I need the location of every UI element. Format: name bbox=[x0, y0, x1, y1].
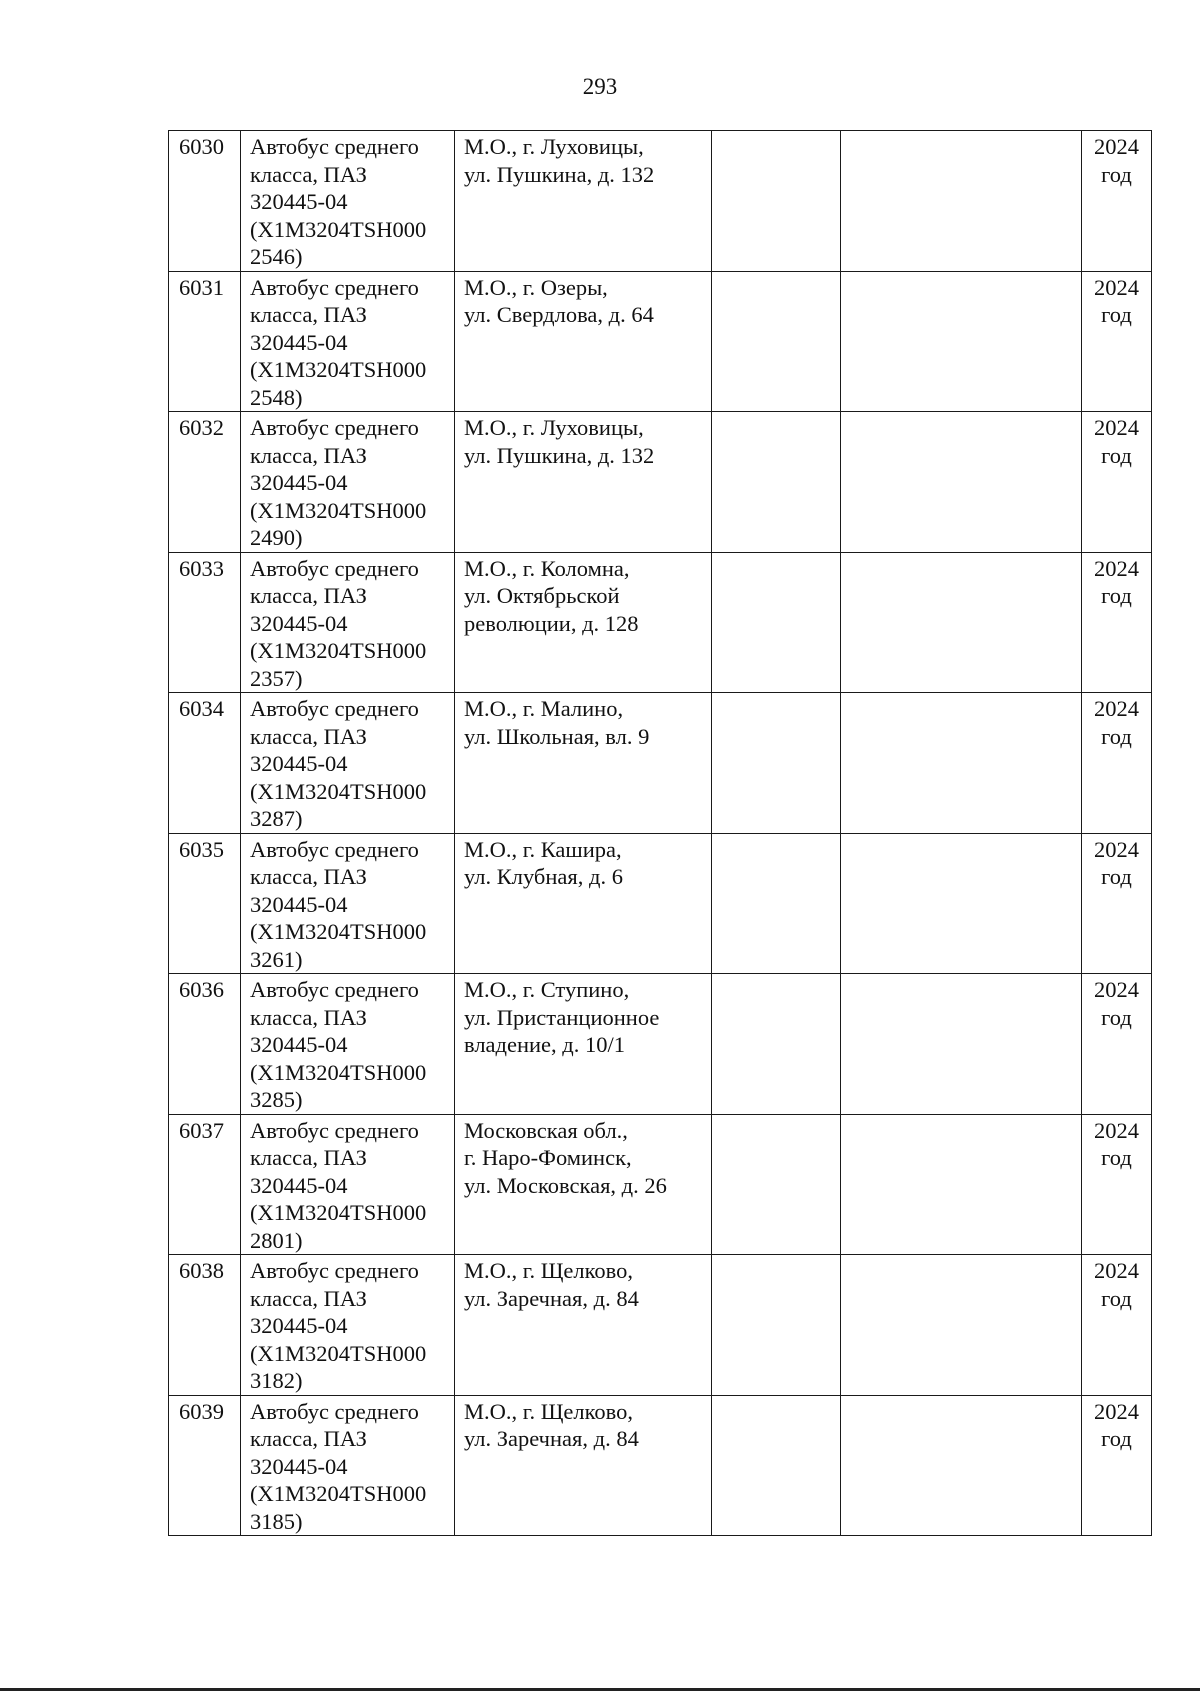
address-cell bbox=[455, 131, 712, 272]
year-cell bbox=[1082, 412, 1152, 553]
vehicle-name-line: Автобус среднего bbox=[250, 1398, 419, 1424]
year-cell bbox=[1082, 693, 1152, 834]
vehicle-name-line: Автобус среднего bbox=[250, 1258, 419, 1283]
address-line: М.О., г. Озеры, bbox=[464, 274, 608, 300]
year-cell bbox=[1082, 833, 1152, 974]
empty-cell bbox=[841, 412, 1082, 553]
vehicle-name-line: 2801) bbox=[250, 1227, 303, 1253]
row-number-cell: 6033 bbox=[169, 552, 241, 693]
address-line: ул. Заречная, д. 84 bbox=[464, 1426, 639, 1451]
address-line: М.О., г. Луховицы, bbox=[464, 134, 644, 159]
year-cell bbox=[1082, 1395, 1152, 1536]
address-line: ул. Октябрьской bbox=[464, 583, 620, 608]
empty-cell bbox=[712, 1255, 841, 1396]
vehicle-name-line: класса, ПАЗ bbox=[250, 1426, 367, 1451]
vehicle-name-line: 320445-04 bbox=[250, 1032, 348, 1057]
vehicle-name-line: Автобус среднего bbox=[250, 1117, 419, 1143]
year-line: год bbox=[1101, 583, 1132, 608]
address-line: ул. Свердлова, д. 64 bbox=[464, 302, 654, 327]
vehicle-name-line: 3182) bbox=[250, 1368, 303, 1393]
table-row bbox=[169, 271, 1152, 412]
row-number-cell: 6035 bbox=[169, 833, 241, 974]
empty-cell bbox=[712, 693, 841, 834]
address-cell bbox=[455, 412, 712, 553]
vehicle-name-line: класса, ПАЗ bbox=[250, 723, 367, 749]
empty-cell bbox=[841, 271, 1082, 412]
vehicle-name-line: класса, ПАЗ bbox=[250, 442, 367, 468]
registry-table bbox=[168, 130, 1152, 1536]
vehicle-name-line: Автобус среднего bbox=[250, 274, 419, 300]
table-row bbox=[169, 1114, 1152, 1255]
address-line: М.О., г. Луховицы, bbox=[464, 415, 644, 440]
year-line: 2024 bbox=[1094, 555, 1139, 581]
vehicle-name-line: (X1M3204TSH000 bbox=[250, 919, 427, 944]
vehicle-name-line: (X1M3204TSH000 bbox=[250, 638, 427, 663]
vehicle-name-cell bbox=[241, 833, 455, 974]
vehicle-name-line: 320445-04 bbox=[250, 1313, 348, 1338]
vehicle-name-line: (X1M3204TSH000 bbox=[250, 1059, 427, 1085]
year-line: 2024 bbox=[1094, 696, 1139, 721]
vehicle-name-cell bbox=[241, 1395, 455, 1536]
address-line: ул. Клубная, д. 6 bbox=[464, 864, 623, 889]
address-line: ул. Пушкина, д. 132 bbox=[464, 161, 655, 187]
empty-cell bbox=[712, 833, 841, 974]
table-row bbox=[169, 974, 1152, 1115]
vehicle-name-cell bbox=[241, 1255, 455, 1396]
vehicle-name-line: (X1M3204TSH000 bbox=[250, 1200, 427, 1225]
vehicle-name-line: (X1M3204TSH000 bbox=[250, 216, 427, 242]
empty-cell bbox=[712, 552, 841, 693]
row-number-cell: 6036 bbox=[169, 974, 241, 1115]
empty-cell bbox=[841, 974, 1082, 1115]
vehicle-name-line: Автобус среднего bbox=[250, 696, 419, 721]
year-line: год bbox=[1101, 1004, 1132, 1030]
year-line: 2024 bbox=[1094, 134, 1139, 159]
vehicle-name-line: 320445-04 bbox=[250, 1172, 348, 1198]
address-line: г. Наро-Фоминск, bbox=[464, 1145, 632, 1170]
vehicle-name-line: класса, ПАЗ bbox=[250, 1285, 367, 1311]
address-cell bbox=[455, 1114, 712, 1255]
year-cell bbox=[1082, 1255, 1152, 1396]
empty-cell bbox=[841, 1255, 1082, 1396]
address-cell bbox=[455, 552, 712, 693]
address-line: Московская обл., bbox=[464, 1117, 628, 1143]
address-cell bbox=[455, 693, 712, 834]
vehicle-name-cell bbox=[241, 131, 455, 272]
year-line: год bbox=[1101, 1426, 1132, 1451]
vehicle-name-line: 2546) bbox=[250, 244, 303, 269]
year-line: год bbox=[1101, 442, 1132, 468]
year-line: год bbox=[1101, 864, 1132, 889]
vehicle-name-line: 3287) bbox=[250, 806, 303, 831]
registry-table-body bbox=[169, 131, 1152, 1536]
table-row bbox=[169, 552, 1152, 693]
vehicle-name-line: 3261) bbox=[250, 946, 303, 972]
empty-cell bbox=[841, 1395, 1082, 1536]
vehicle-name-line: 2357) bbox=[250, 665, 303, 691]
address-line: М.О., г. Ступино, bbox=[464, 977, 630, 1002]
vehicle-name-line: 2490) bbox=[250, 525, 303, 550]
address-line: революции, д. 128 bbox=[464, 610, 639, 636]
year-line: 2024 bbox=[1094, 274, 1139, 300]
vehicle-name-line: 320445-04 bbox=[250, 470, 348, 495]
table-row bbox=[169, 412, 1152, 553]
year-cell bbox=[1082, 1114, 1152, 1255]
address-line: М.О., г. Щелково, bbox=[464, 1398, 633, 1424]
vehicle-name-line: класса, ПАЗ bbox=[250, 1004, 367, 1030]
row-number-cell: 6034 bbox=[169, 693, 241, 834]
year-cell bbox=[1082, 974, 1152, 1115]
year-line: 2024 bbox=[1094, 977, 1139, 1002]
empty-cell bbox=[712, 131, 841, 272]
vehicle-name-line: 3285) bbox=[250, 1087, 303, 1112]
address-line: М.О., г. Малино, bbox=[464, 696, 624, 721]
vehicle-name-cell bbox=[241, 693, 455, 834]
empty-cell bbox=[841, 131, 1082, 272]
address-line: ул. Заречная, д. 84 bbox=[464, 1285, 639, 1311]
year-line: 2024 bbox=[1094, 415, 1139, 440]
address-line: М.О., г. Коломна, bbox=[464, 555, 630, 581]
vehicle-name-line: Автобус среднего bbox=[250, 134, 419, 159]
address-line: М.О., г. Щелково, bbox=[464, 1258, 633, 1283]
empty-cell bbox=[712, 412, 841, 553]
empty-cell bbox=[712, 974, 841, 1115]
table-row bbox=[169, 131, 1152, 272]
vehicle-name-line: класса, ПАЗ bbox=[250, 864, 367, 889]
empty-cell bbox=[712, 1114, 841, 1255]
address-line: ул. Московская, д. 26 bbox=[464, 1172, 667, 1198]
year-line: год bbox=[1101, 723, 1132, 749]
year-line: год bbox=[1101, 161, 1132, 187]
vehicle-name-line: 2548) bbox=[250, 384, 303, 410]
vehicle-name-line: Автобус среднего bbox=[250, 555, 419, 581]
year-line: год bbox=[1101, 302, 1132, 327]
table-row bbox=[169, 1395, 1152, 1536]
address-cell bbox=[455, 833, 712, 974]
vehicle-name-cell bbox=[241, 412, 455, 553]
row-number-cell: 6030 bbox=[169, 131, 241, 272]
vehicle-name-line: (X1M3204TSH000 bbox=[250, 1340, 427, 1366]
vehicle-name-line: 320445-04 bbox=[250, 751, 348, 776]
year-cell bbox=[1082, 271, 1152, 412]
row-number-cell: 6032 bbox=[169, 412, 241, 553]
vehicle-name-line: 320445-04 bbox=[250, 610, 348, 636]
vehicle-name-cell bbox=[241, 974, 455, 1115]
vehicle-name-line: Автобус среднего bbox=[250, 977, 419, 1002]
table-row bbox=[169, 693, 1152, 834]
vehicle-name-line: Автобус среднего bbox=[250, 415, 419, 440]
year-line: год bbox=[1101, 1285, 1132, 1311]
empty-cell bbox=[841, 693, 1082, 834]
vehicle-name-line: класса, ПАЗ bbox=[250, 302, 367, 327]
year-line: 2024 bbox=[1094, 1258, 1139, 1283]
address-cell bbox=[455, 1395, 712, 1536]
vehicle-name-cell bbox=[241, 271, 455, 412]
table-row bbox=[169, 833, 1152, 974]
vehicle-name-cell bbox=[241, 552, 455, 693]
year-cell bbox=[1082, 552, 1152, 693]
address-line: ул. Школьная, вл. 9 bbox=[464, 723, 650, 749]
vehicle-name-line: 320445-04 bbox=[250, 891, 348, 917]
vehicle-name-line: класса, ПАЗ bbox=[250, 1145, 367, 1170]
vehicle-name-line: (X1M3204TSH000 bbox=[250, 497, 427, 523]
vehicle-name-line: (X1M3204TSH000 bbox=[250, 357, 427, 382]
table-row bbox=[169, 1255, 1152, 1396]
vehicle-name-line: 320445-04 bbox=[250, 329, 348, 355]
year-line: год bbox=[1101, 1145, 1132, 1170]
vehicle-name-line: класса, ПАЗ bbox=[250, 161, 367, 187]
row-number-cell: 6037 bbox=[169, 1114, 241, 1255]
address-cell bbox=[455, 974, 712, 1115]
year-cell bbox=[1082, 131, 1152, 272]
page-number: 293 bbox=[582, 74, 618, 99]
row-number-cell: 6039 bbox=[169, 1395, 241, 1536]
empty-cell bbox=[841, 552, 1082, 693]
empty-cell bbox=[712, 271, 841, 412]
vehicle-name-line: класса, ПАЗ bbox=[250, 583, 367, 608]
vehicle-name-line: 320445-04 bbox=[250, 189, 348, 214]
empty-cell bbox=[841, 833, 1082, 974]
year-line: 2024 bbox=[1094, 1117, 1139, 1143]
vehicle-name-line: (X1M3204TSH000 bbox=[250, 778, 427, 804]
row-number-cell: 6038 bbox=[169, 1255, 241, 1396]
year-line: 2024 bbox=[1094, 836, 1139, 862]
vehicle-name-line: 3185) bbox=[250, 1508, 303, 1534]
address-line: М.О., г. Кашира, bbox=[464, 836, 622, 862]
row-number-cell: 6031 bbox=[169, 271, 241, 412]
address-line: ул. Пристанционное bbox=[464, 1004, 660, 1030]
vehicle-name-line: 320445-04 bbox=[250, 1453, 348, 1479]
empty-cell bbox=[841, 1114, 1082, 1255]
address-cell bbox=[455, 1255, 712, 1396]
empty-cell bbox=[712, 1395, 841, 1536]
address-line: владение, д. 10/1 bbox=[464, 1032, 625, 1057]
address-cell bbox=[455, 271, 712, 412]
year-line: 2024 bbox=[1094, 1398, 1139, 1424]
vehicle-name-line: (X1M3204TSH000 bbox=[250, 1481, 427, 1506]
vehicle-name-line: Автобус среднего bbox=[250, 836, 419, 862]
address-line: ул. Пушкина, д. 132 bbox=[464, 442, 655, 468]
vehicle-name-cell bbox=[241, 1114, 455, 1255]
